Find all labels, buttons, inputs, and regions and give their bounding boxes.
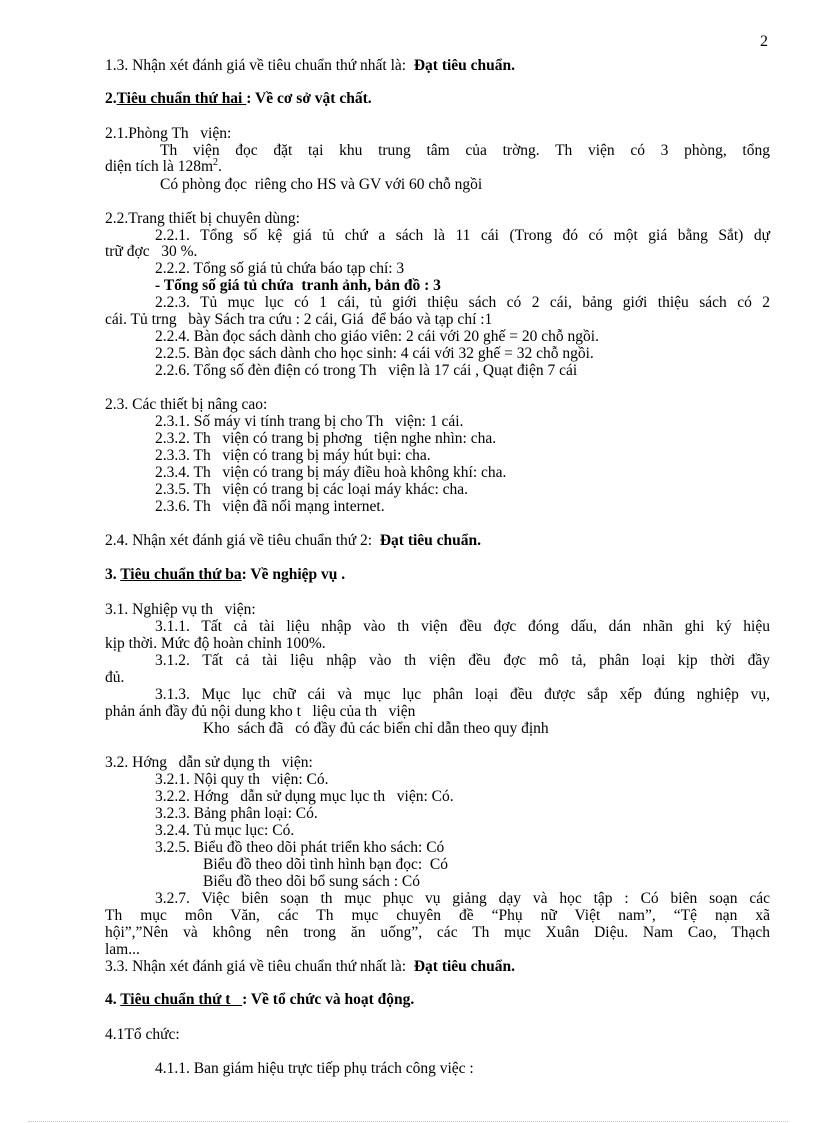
section-2-1-line-2 — [105, 158, 222, 175]
section-3-2-2: 3.2.2. Hớng dẫn sử dụng mục lục th viện: Có. — [155, 788, 454, 805]
section-3-1-1-line-2: kịp thời. Mức độ hoàn chỉnh 100%. — [105, 635, 326, 652]
section-3-1: 3.1. Nghiệp vụ th viện: — [105, 601, 256, 618]
section-2-3-6: 2.3.6. Th viện đã nối mạng internet. — [155, 498, 385, 515]
heading-criterion-3 — [105, 566, 345, 583]
section-4-1-1: 4.1.1. Ban giám hiệu trực tiếp phụ trách công việc : — [155, 1060, 474, 1077]
page-bottom-rule — [28, 1121, 788, 1122]
section-2-2-6: 2.2.6. Tổng số đèn điện có trong Th viện là 17 cái , Quạt điện 7 cái — [155, 362, 578, 379]
heading-3-title: Tiêu chuẩn thứ ba — [120, 566, 242, 583]
section-3-2: 3.2. Hớng dẫn sử dụng th viện: — [105, 754, 313, 771]
heading-4-title: Tiêu chuẩn thứ t — [120, 991, 243, 1008]
section-4-1: 4.1Tổ chức: — [105, 1026, 180, 1043]
section-3-1-3-line-1: 3.1.3. Mục lục chữ cái và mục lục phân loại đều được sắp xếp đúng nghiệp vụ, — [155, 686, 770, 703]
section-2-2-2: 2.2.2. Tổng số giá tủ chứa báo tạp chí: 3 — [155, 260, 405, 277]
section-2-2-2-pictures: - Tổng số giá tủ chứa tranh ảnh, bản đồ : 3 — [155, 277, 441, 294]
section-3-3 — [105, 958, 515, 975]
section-3-2-7-line-3: hội”,”Nên và không nên trong ăn uống”, các Th mục Xuân Diệu. Nam Cao, Thạch — [105, 924, 770, 941]
section-2-2-4: 2.2.4. Bàn đọc sách dành cho giáo viên: 2 cái với 20 ghế = 20 chỗ ngồi. — [155, 328, 599, 345]
section-2-2: 2.2.Trang thiết bị chuyên dùng: — [105, 210, 300, 227]
section-2-2-3-line-2: cái. Tủ trng bày Sách tra cứu : 2 cái, Giá để báo và tạp chí :1 — [105, 311, 493, 328]
heading-criterion-4 — [105, 991, 414, 1008]
section-2-3-3: 2.3.3. Th viện có trang bị máy hút bụi: cha. — [155, 447, 431, 464]
area-text: diện tích là 128m — [105, 158, 214, 175]
section-2-2-3-line-1: 2.2.3. Tủ mục lục có 1 cái, tủ giới thiệu sách có 2 cái, bảng giới thiệu sách có 2 — [155, 294, 770, 311]
section-2-2-1-line-2: trữ đợc 30 %. — [105, 243, 198, 260]
section-2-4-text: 2.4. Nhận xét đánh giá về tiêu chuẩn thứ 2: — [105, 532, 380, 549]
section-1-3-text: 1.3. Nhận xét đánh giá về tiêu chuẩn thứ nhất là: — [105, 57, 414, 74]
section-3-1-2-line-2: đủ. — [105, 669, 125, 686]
section-3-2-3: 3.2.3. Bảng phân loại: Có. — [155, 805, 318, 822]
section-2-2-5: 2.2.5. Bàn đọc sách dành cho học sinh: 4 cái với 32 ghế = 32 chỗ ngồi. — [155, 345, 594, 362]
section-3-2-5-readers: Biểu đồ theo dõi tình hình bạn đọc: Có — [203, 856, 448, 873]
section-2-3-2: 2.3.2. Th viện có trang bị phơng tiện nghe nhìn: cha. — [155, 430, 497, 447]
section-3-2-4: 3.2.4. Tủ mục lục: Có. — [155, 822, 295, 839]
heading-2-subject: : Về cơ sở vật chất. — [246, 90, 372, 107]
section-3-2-1: 3.2.1. Nội quy th viện: Có. — [155, 771, 329, 788]
heading-4-subject: : Về tổ chức và hoạt động. — [242, 991, 415, 1008]
section-3-1-3-line-3: Kho sách đã có đầy đủ các biển chỉ dẫn theo quy định — [203, 720, 549, 737]
heading-criterion-2 — [105, 90, 372, 107]
section-2-3-1: 2.3.1. Số máy vi tính trang bị cho Th viện: 1 cái. — [155, 413, 464, 430]
section-2-1-reading-rooms: Có phòng đọc riêng cho HS và GV với 60 chỗ ngồi — [160, 176, 483, 193]
section-1-3 — [105, 57, 515, 74]
section-3-1-1-line-1: 3.1.1. Tất cả tài liệu nhập vào th viện đều đợc đóng dấu, dán nhãn ghi ký hiệu — [155, 618, 770, 635]
heading-2-number: 2. — [105, 90, 117, 107]
section-3-2-5-acquisitions: Biểu đồ theo dõi bổ sung sách : Có — [203, 873, 420, 890]
section-2-2-1-line-1: 2.2.1. Tổng số kệ giá tủ chứ a sách là 11 cái (Trong đó có một giá bằng Sắt) dự — [155, 227, 770, 244]
section-3-2-7-line-1: 3.2.7. Việc biên soạn th mục phục vụ giảng dạy và học tập : Có biên soạn các — [155, 890, 770, 907]
page-number: 2 — [760, 33, 768, 50]
section-2-3-4: 2.3.4. Th viện có trang bị máy điều hoà không khí: cha. — [155, 464, 507, 481]
section-1-3-verdict: Đạt tiêu chuẩn. — [413, 57, 516, 74]
heading-3-subject: : Về nghiệp vụ . — [241, 566, 346, 583]
heading-4-number: 4. — [105, 991, 121, 1008]
section-3-2-7-line-2: Th mục môn Văn, các Th mục chuyên đề “Phụ nữ Việt nam”, “Tệ nạn xã — [105, 907, 770, 924]
section-3-1-3-line-2: phản ánh đầy đủ nội dung kho t liệu của th viện — [105, 703, 416, 720]
section-3-3-verdict: Đạt tiêu chuẩn. — [413, 958, 516, 975]
section-3-2-7-line-4: lam... — [105, 941, 140, 958]
section-2-1: 2.1.Phòng Th viện: — [105, 125, 232, 142]
area-superscript: 2 — [213, 156, 219, 168]
section-2-4-verdict: Đạt tiêu chuẩn. — [379, 532, 482, 549]
section-2-4 — [105, 532, 481, 549]
section-3-1-2-line-1: 3.1.2. Tất cả tài liệu nhập vào th viện đều đợc mô tả, phân loại kịp thời đầy — [155, 652, 770, 669]
section-2-3: 2.3. Các thiết bị nâng cao: — [105, 396, 268, 413]
heading-2-title: Tiêu chuẩn thứ hai — [116, 90, 247, 107]
section-3-3-text: 3.3. Nhận xét đánh giá về tiêu chuẩn thứ nhất là: — [105, 958, 414, 975]
area-period: . — [218, 158, 222, 175]
section-3-2-5: 3.2.5. Biểu đồ theo dõi phát triển kho sách: Có — [155, 839, 445, 856]
heading-3-number: 3. — [105, 566, 121, 583]
section-2-1-line-1: Th viện đọc đặt tại khu trung tâm của trờng. Th viện có 3 phòng, tổng — [160, 142, 770, 159]
section-2-3-5: 2.3.5. Th viện có trang bị các loại máy khác: cha. — [155, 481, 469, 498]
